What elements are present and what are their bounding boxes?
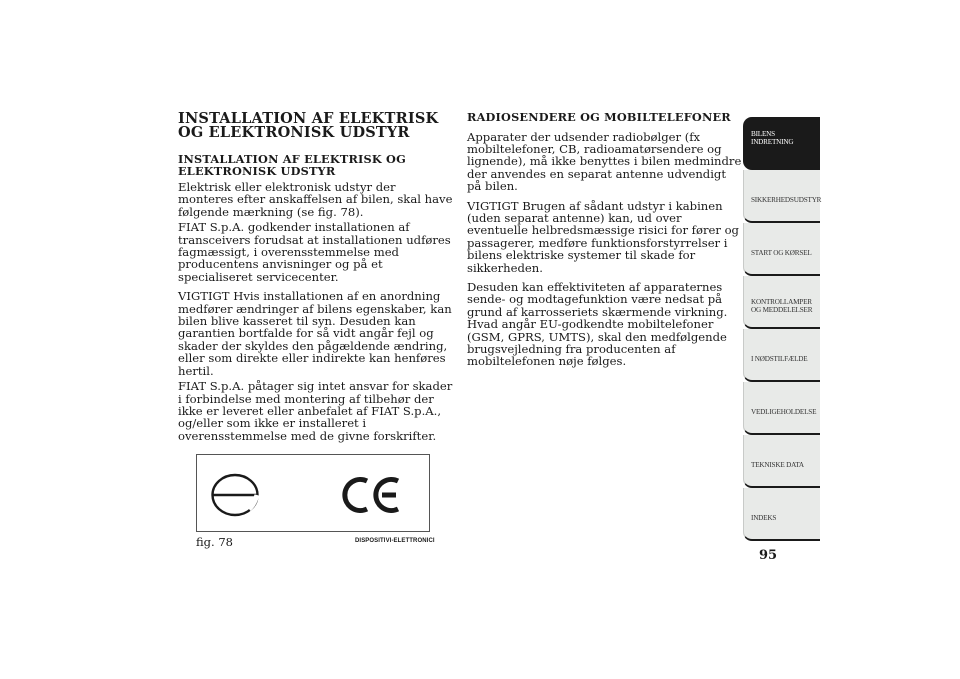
tab-bilens-indretning[interactable]: BILENS INDRETNING — [743, 117, 820, 170]
paragraph-warning: VIGTIGT Hvis installationen af en anordning medfører ændringer af bilens egenskaber, kan bilen blive kasseret til syn. Desuden kan garantien bortfalde for så vidt angår fejl og skader der skyldes den pågældende ændring, eller som direkte eller indirekte kan henføres hertil. — [178, 289, 452, 378]
chapter-sidebar — [743, 117, 820, 541]
ce-mark-icon — [345, 480, 398, 511]
left-column — [178, 112, 453, 449]
tab-sikkerhedsudstyr[interactable]: SIKKERHEDSUDSTYR — [743, 170, 820, 223]
e-mark-icon — [213, 475, 258, 515]
page-number: 95 — [759, 548, 778, 563]
figure-caption: fig. 78 — [196, 535, 233, 549]
tab-i-nodstilfaelde[interactable]: I NØDSTILFÆLDE — [743, 329, 820, 382]
paragraph-marking: Elektrisk eller elektronisk udstyr der monteres efter anskaffelsen af bilen, skal have følgende mærkning (se fig. 78). — [178, 180, 453, 219]
tab-kontrollamper[interactable]: KONTROLLAMPER OG MEDDELELSER — [743, 276, 820, 329]
figure-78 — [196, 454, 430, 532]
paragraph-radio-warning: VIGTIGT Brugen af sådant udstyr i kabinen (uden separat antenne) kan, ud over eventuelle helbredsmæssige risici for fører og passagerer, medføre funktionsforstyrrelser i bilens elektriske systemer til skade for sikkerheden. — [467, 198, 739, 275]
tab-start-og-korsel[interactable]: START OG KØRSEL — [743, 223, 820, 276]
tab-vedligeholdelse[interactable]: VEDLIGEHOLDELSE — [743, 382, 820, 435]
marking-symbols — [197, 455, 429, 531]
paragraph-liability: FIAT S.p.A. påtager sig intet ansvar for skader i forbindelse med montering af tilbehør der ikke er leveret eller anbefalet af FIAT S.p.A., og/eller som ikke er installeret i overensstemmelse med de givne forskrifter. — [178, 379, 453, 443]
right-column — [467, 112, 742, 375]
section-heading: INSTALLATION AF ELEKTRISK OG ELEKTRONISK UDSTYR — [178, 110, 439, 141]
radio-heading: RADIOSENDERE OG MOBILTELEFONER — [467, 110, 731, 124]
paragraph-radio: Apparater der udsender radiobølger (fx mobiltelefoner, CB, radioamatørsendere og lignende), må ikke benyttes i bilen medmindre der anvendes en separat antenne udvendigt på bilen. — [467, 129, 742, 194]
figure-code: DISPOSITIVI-ELETTRONICI — [355, 538, 435, 544]
paragraph-radio-efficiency: Desuden kan effektiviteten af apparaternes sende- og modtagefunktion være nedsat på grund af karrosseriets skærmende virkning. Hvad angår EU-godkendte mobiltelefoner (GSM, GPRS, UMTS), skal den medfølgende brugsvejledning fra producenten af mobiltelefonen nøje følges. — [467, 279, 728, 369]
tab-indeks[interactable]: INDEKS — [743, 488, 820, 541]
sub-heading: INSTALLATION AF ELEKTRISK OG ELEKTRONISK UDSTYR — [178, 152, 406, 178]
paragraph-approval: FIAT S.p.A. godkender installationen af transceivers forudsat at installationen udføres fagmæssigt, i overensstemmelse med producentens anvisninger og på et specialiseret servicecenter. — [178, 220, 451, 284]
tab-tekniske-data[interactable]: TEKNISKE DATA — [743, 435, 820, 488]
